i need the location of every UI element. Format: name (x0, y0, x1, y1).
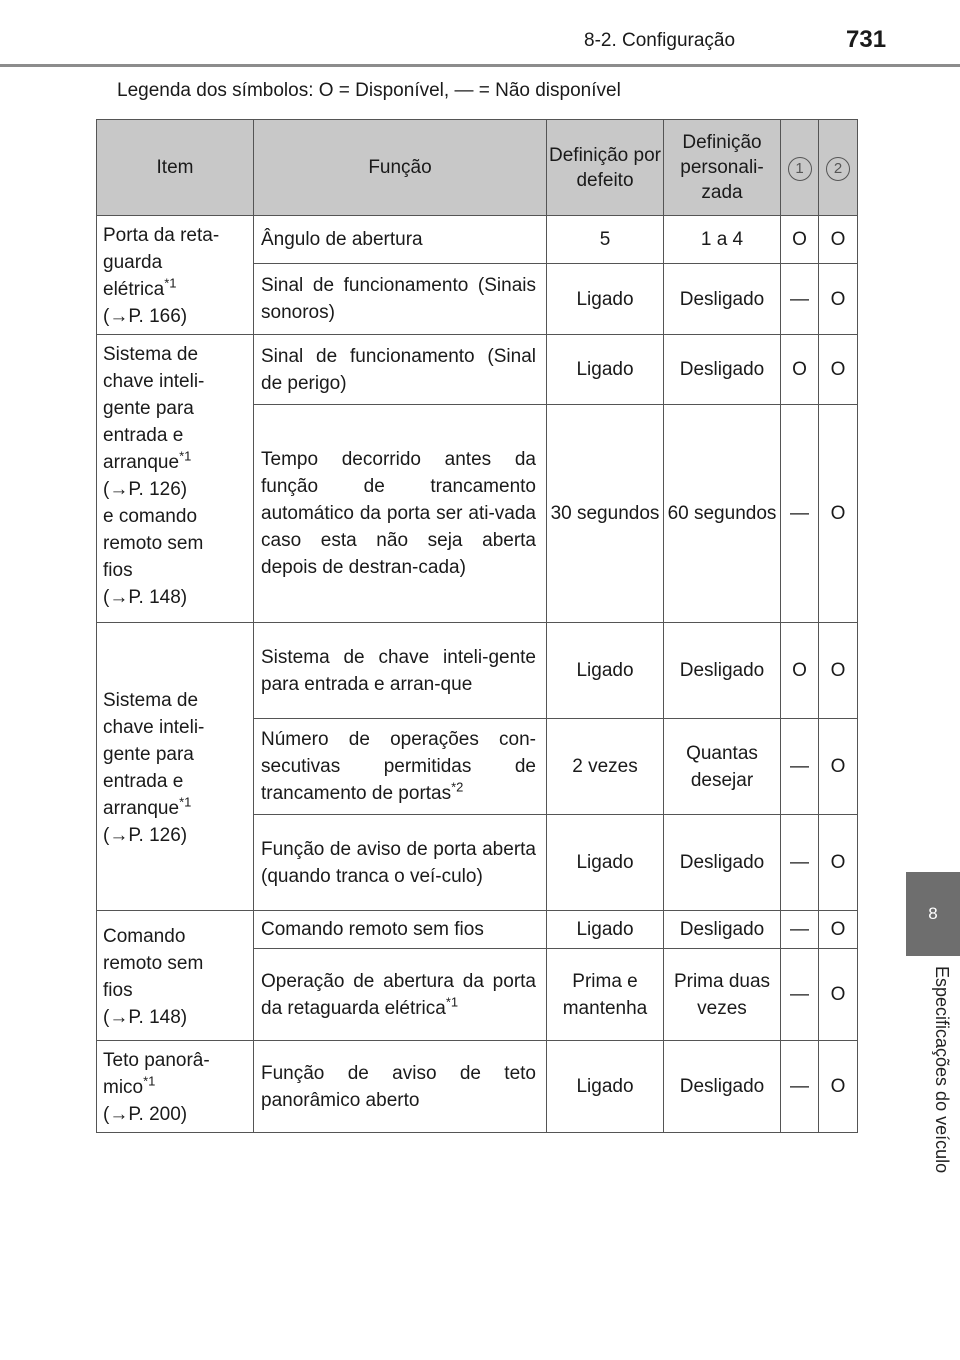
function-cell (254, 405, 547, 623)
custom-value: Desligado (664, 815, 781, 911)
item-line: (→P. 126) (103, 824, 188, 846)
availability-2: O (819, 949, 858, 1041)
footnote-marker: *1 (179, 448, 192, 464)
item-line: remoto sem (103, 533, 204, 554)
custom-value: Desligado (664, 264, 781, 335)
item-line: entrada e (103, 770, 184, 792)
item-line: Sistema de (103, 689, 199, 711)
item-cell (97, 623, 254, 911)
item-line: gente para (103, 743, 194, 765)
item-line: mico$^{*1}$ (103, 1073, 156, 1098)
item-line: fios (103, 979, 133, 1001)
availability-1: O (781, 335, 819, 405)
availability-2: O (819, 264, 858, 335)
table-row (97, 911, 858, 949)
function-text: Comando remoto sem fios (261, 919, 484, 940)
availability-2: O (819, 216, 858, 264)
item-line: (→P. 166) (103, 306, 188, 327)
default-value: Prima e mantenha (547, 949, 664, 1041)
availability-2: O (819, 405, 858, 623)
item-cell (97, 335, 254, 623)
table-body (97, 216, 858, 1133)
default-value: Ligado (547, 911, 664, 949)
settings-table (96, 119, 858, 1133)
function-cell (254, 1041, 547, 1133)
symbol-legend: Legenda dos símbolos: O = Disponível, — = Não disponível (117, 80, 621, 101)
item-cell (97, 1041, 254, 1133)
custom-value: 1 a 4 (664, 216, 781, 264)
default-value: 2 vezes (547, 719, 664, 815)
availability-1: — (781, 1041, 819, 1133)
item-line: (→P. 200) (103, 1104, 188, 1125)
function-cell (254, 264, 547, 335)
availability-2: O (819, 623, 858, 719)
table-header-row (97, 120, 858, 216)
availability-2: O (819, 719, 858, 815)
function-text: Função de aviso de porta aberta (quando tranca o veí-culo) (261, 838, 536, 887)
circled-number-2: 2 (826, 157, 850, 181)
item-line: fios (103, 560, 133, 581)
availability-2: O (819, 335, 858, 405)
function-cell (254, 815, 547, 911)
chapter-tab (906, 872, 960, 956)
default-value: Ligado (547, 264, 664, 335)
custom-value: Quantas desejar (664, 719, 781, 815)
function-cell (254, 216, 547, 264)
function-text: Tempo decorrido antes da função de trancamento automático da porta ser ati-vada caso esta não seja aberta depois de destran-cada) (261, 449, 536, 578)
item-line: Porta da reta- (103, 225, 220, 246)
header-item: Item (97, 120, 254, 216)
availability-1: — (781, 949, 819, 1041)
availability-2: O (819, 911, 858, 949)
section-title: 8-2. Configuração (584, 30, 736, 51)
function-text: Sinal de funcionamento (Sinais sonoros) (261, 275, 536, 324)
custom-value: Desligado (664, 623, 781, 719)
item-line: chave inteli- (103, 371, 205, 392)
item-line: remoto sem (103, 952, 204, 974)
item-line: (→P. 148) (103, 587, 188, 608)
function-cell (254, 949, 547, 1041)
footnote-marker: *1 (179, 794, 192, 810)
default-value: Ligado (547, 335, 664, 405)
availability-1: — (781, 264, 819, 335)
item-line: chave inteli- (103, 716, 205, 738)
default-value: Ligado (547, 623, 664, 719)
item-line: Comando (103, 925, 186, 947)
default-value: Ligado (547, 815, 664, 911)
function-cell (254, 623, 547, 719)
availability-1: — (781, 911, 819, 949)
item-line: arranque$^{*1}$ (103, 794, 192, 819)
chapter-title: Especificações do veículo (932, 966, 952, 1174)
item-line: elétrica$^{*1}$ (103, 275, 177, 300)
item-cell (97, 911, 254, 1041)
header-col1 (781, 120, 819, 216)
availability-1: — (781, 405, 819, 623)
table-row (97, 216, 858, 264)
table-row (97, 1041, 858, 1133)
availability-2: O (819, 1041, 858, 1133)
function-text: Sistema de chave inteli-gente para entrada e arran-que (261, 646, 536, 695)
custom-value: Desligado (664, 911, 781, 949)
availability-1: — (781, 719, 819, 815)
custom-value: Prima duas vezes (664, 949, 781, 1041)
default-value: 30 segundos (547, 405, 664, 623)
chapter-number: 8 (928, 904, 938, 923)
default-value: Ligado (547, 1041, 664, 1133)
function-cell (254, 911, 547, 949)
header-function: Função (254, 120, 547, 216)
circled-number-1: 1 (788, 157, 812, 181)
header-custom: Definição personali-zada (664, 120, 781, 216)
function-text: Ângulo de abertura (261, 229, 423, 251)
footnote-marker: *1 (164, 275, 177, 291)
header-col2 (819, 120, 858, 216)
function-cell (254, 719, 547, 815)
item-cell (97, 216, 254, 335)
function-cell (254, 335, 547, 405)
availability-2: O (819, 815, 858, 911)
item-line: Teto panorâ- (103, 1050, 210, 1071)
availability-1: — (781, 815, 819, 911)
item-line: e comando (103, 506, 198, 527)
header-default: Definição por defeito (547, 120, 664, 216)
item-line: entrada e (103, 425, 184, 446)
footnote-marker: *1 (143, 1073, 156, 1089)
function-text: Função de aviso de teto panorâmico aberto (261, 1062, 536, 1111)
availability-1: O (781, 216, 819, 264)
item-line: (→P. 126) (103, 479, 188, 500)
availability-1: O (781, 623, 819, 719)
header-rule (0, 64, 960, 67)
footnote-marker: *1 (445, 994, 459, 1010)
item-line: gente para (103, 398, 194, 419)
table-row (97, 623, 858, 719)
footnote-marker: *2 (451, 779, 464, 795)
custom-value: Desligado (664, 1041, 781, 1133)
item-line: arranque$^{*1}$ (103, 448, 192, 473)
item-line: guarda (103, 252, 163, 273)
custom-value: 60 segundos (664, 405, 781, 623)
function-text: Operação de abertura da porta da retaguarda elétrica (261, 970, 536, 1019)
default-value: 5 (547, 216, 664, 264)
item-line: Sistema de (103, 344, 199, 365)
page-number: 731 (846, 26, 887, 53)
custom-value: Desligado (664, 335, 781, 405)
function-text: Número de operações con-secutivas permitidas de trancamento de portas (261, 729, 536, 804)
table-row (97, 335, 858, 405)
function-text: Sinal de funcionamento (Sinal de perigo) (261, 345, 536, 394)
item-line: (→P. 148) (103, 1006, 188, 1028)
